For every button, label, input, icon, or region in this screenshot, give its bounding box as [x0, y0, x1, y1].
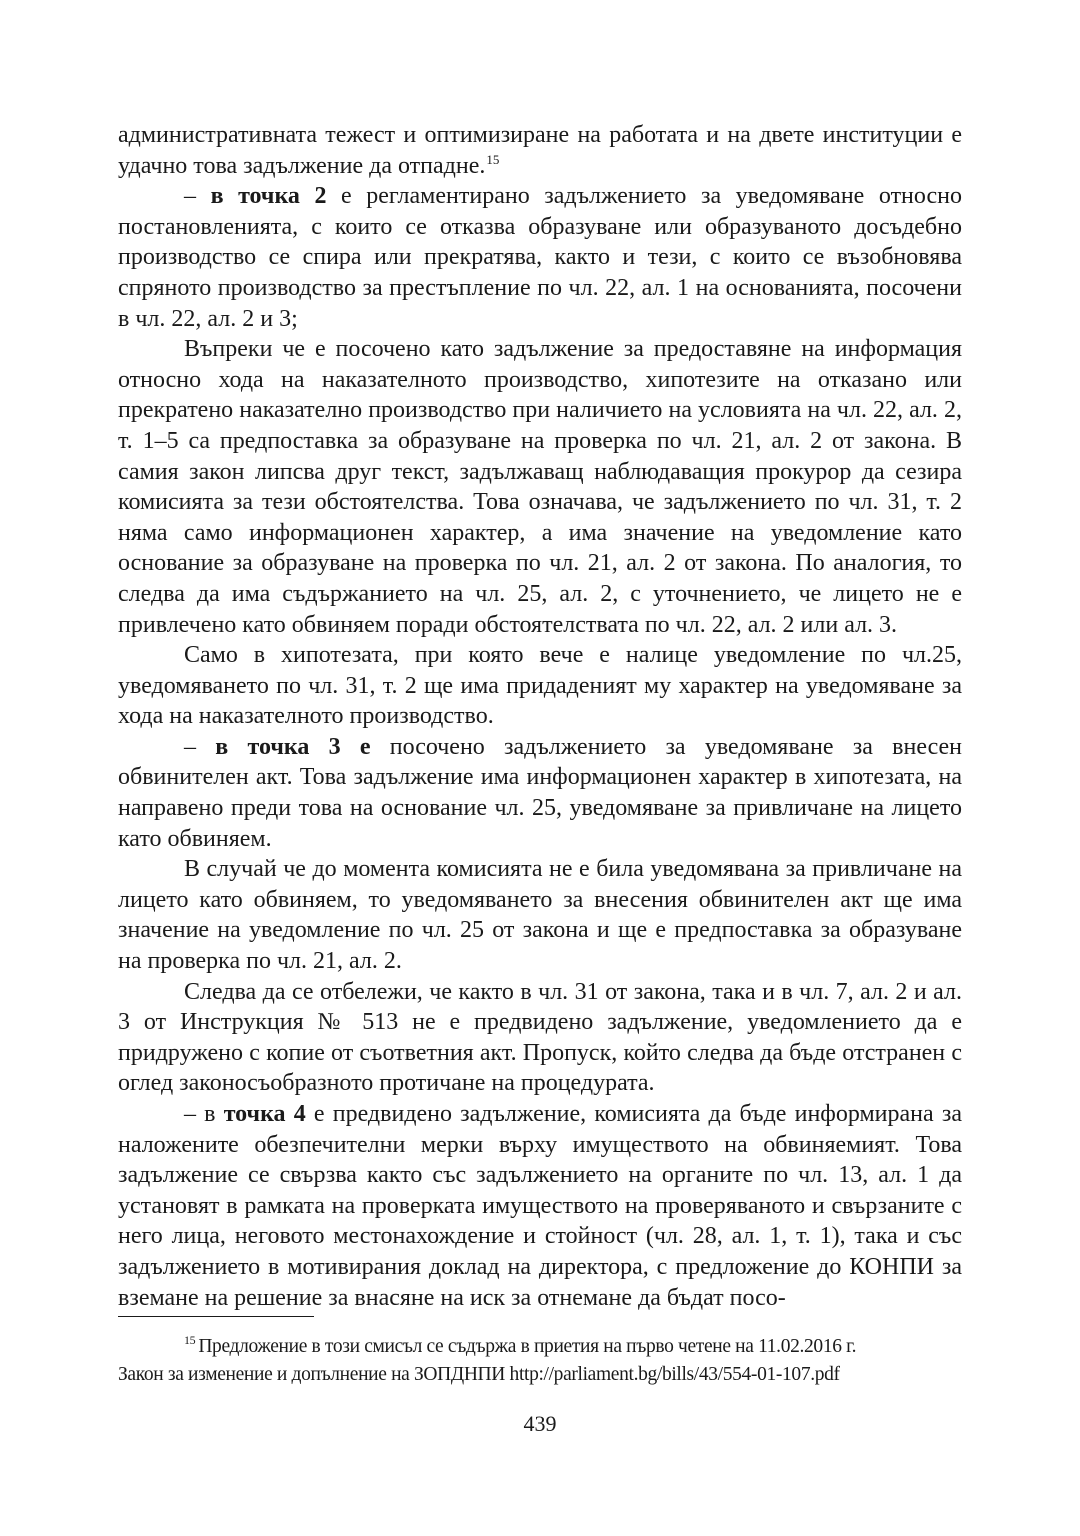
footnote-divider [118, 1316, 314, 1317]
point-4-prefix: – в [184, 1101, 224, 1127]
point-3-heading: в точка 3 е [215, 733, 371, 760]
point-3-text: посочено задължението за уведомяване за внесен обвинителен акт. Това задължение има информационен характер в хипотезата, на направено преди това на основание чл. 25, уведомяване за привличане на лицето като обвиняем. [118, 733, 963, 852]
paragraph-1 [118, 120, 962, 181]
paragraph-point-3 [118, 732, 962, 854]
point-4-heading: точка 4 [223, 1101, 306, 1127]
point-2-text: е регламентирано задължението за уведомяване относно постановленията, с които се отказва образуване или образуваното досъдебно производство се спира или прекратява, както и тези, с които се възобновява спряното производство за престъпление по чл. 22, ал. 1 на основанията, посочени в чл. 22, ал. 2 и 3; [118, 183, 962, 332]
footnote-line-2[interactable]: Закон за изменение и допълнение на ЗОПДНПИ http://parliament.bg/bills/43/554-01-107.pdf [118, 1364, 840, 1385]
point-2-prefix: – [184, 183, 211, 210]
paragraph-6: В случай че до момента комисията не е била уведомявана за привличане на лицето като обвиняем, то уведомяването за внесения обвинителен акт ще има значение на уведомление по чл. 25 от закона и ще е предпоставка за образуване на проверка по чл. 21, ал. 2. [118, 856, 962, 975]
footnote-line-1 [118, 1333, 962, 1361]
page-number: 439 [523, 1411, 557, 1436]
paragraph-3: Въпреки че е посочено като задължение за предоставяне на информация относно хода на наказателното производство, хипотезите на отказано или прекратено наказателно производство при наличието на условията на чл. 22, ал. 2, т. 1–5 са предпоставка за образуване на проверка по чл. 21, ал. 2 от закона. В самия закон липсва друг текст, задължаващ наблюдаващия прокурор да сезира комисията за тези обстоятелства. Това означава, че задължението по чл. 31, т. 2 няма само информационен характер, а има значение на уведомление като основание за образуване на проверка по чл. 21, ал. 2 от закона. По аналогия, то следва да има съдържанието на чл. 25, ал. 2, с уточнението, че лицето не е привлечено като обвиняем поради обстоятелствата по чл. 22, ал. 2 или ал. 3. [118, 336, 962, 638]
footnote-number: 15 [184, 1333, 196, 1347]
footnote-line-1-text: Предложение в този смисъл се съдържа в приетия на първо четене на 11.02.2016 г. [198, 1336, 857, 1357]
paragraph-1-text: административната тежест и оптимизиране на работата и на двете институции е удачно това задължение да отпадне. [118, 122, 962, 179]
point-3-prefix: – [184, 733, 216, 760]
point-2-heading: в точка 2 [210, 183, 327, 210]
footnote-15 [118, 1333, 962, 1389]
point-4-text: е предвидено задължение, комисията да бъде информирана за наложените обезпечителни мерки върху имуществото на обвиняемият. Това задължение се свързва както със задължението на органите по чл. 13, ал. 1 да установят в рамката на проверката имуществото на проверяваното и свързаните с него лица, неговото местонахождение и стойност (чл. 28, ал. 1, т. 1), така и със задължението в мотивирания доклад на директора, с предложение до КОНПИ за вземане на решение за внасяне на иск за отнемане да бъдат посо- [118, 1101, 962, 1311]
footnote-reference[interactable]: 15 [486, 151, 500, 167]
page-body [118, 120, 962, 1313]
paragraph-point-4 [118, 1099, 962, 1313]
paragraph-4: Само в хипотезата, при която вече е налице уведомление по чл.25, уведомяването по чл. 31, т. 2 ще има придаденият му характер на уведомяване за хода на наказателното производство. [118, 642, 962, 730]
paragraph-point-2 [118, 181, 962, 334]
paragraph-7: Следва да се отбележи, че както в чл. 31 от закона, така и в чл. 7, ал. 2 и ал. 3 от Инструкция № 513 не е предвидено задължение, уведомлението да е придружено с копие от съответния акт. Пропуск, който следва да бъде отстранен с оглед законосъобразното протичане на процедурата. [118, 978, 962, 1097]
